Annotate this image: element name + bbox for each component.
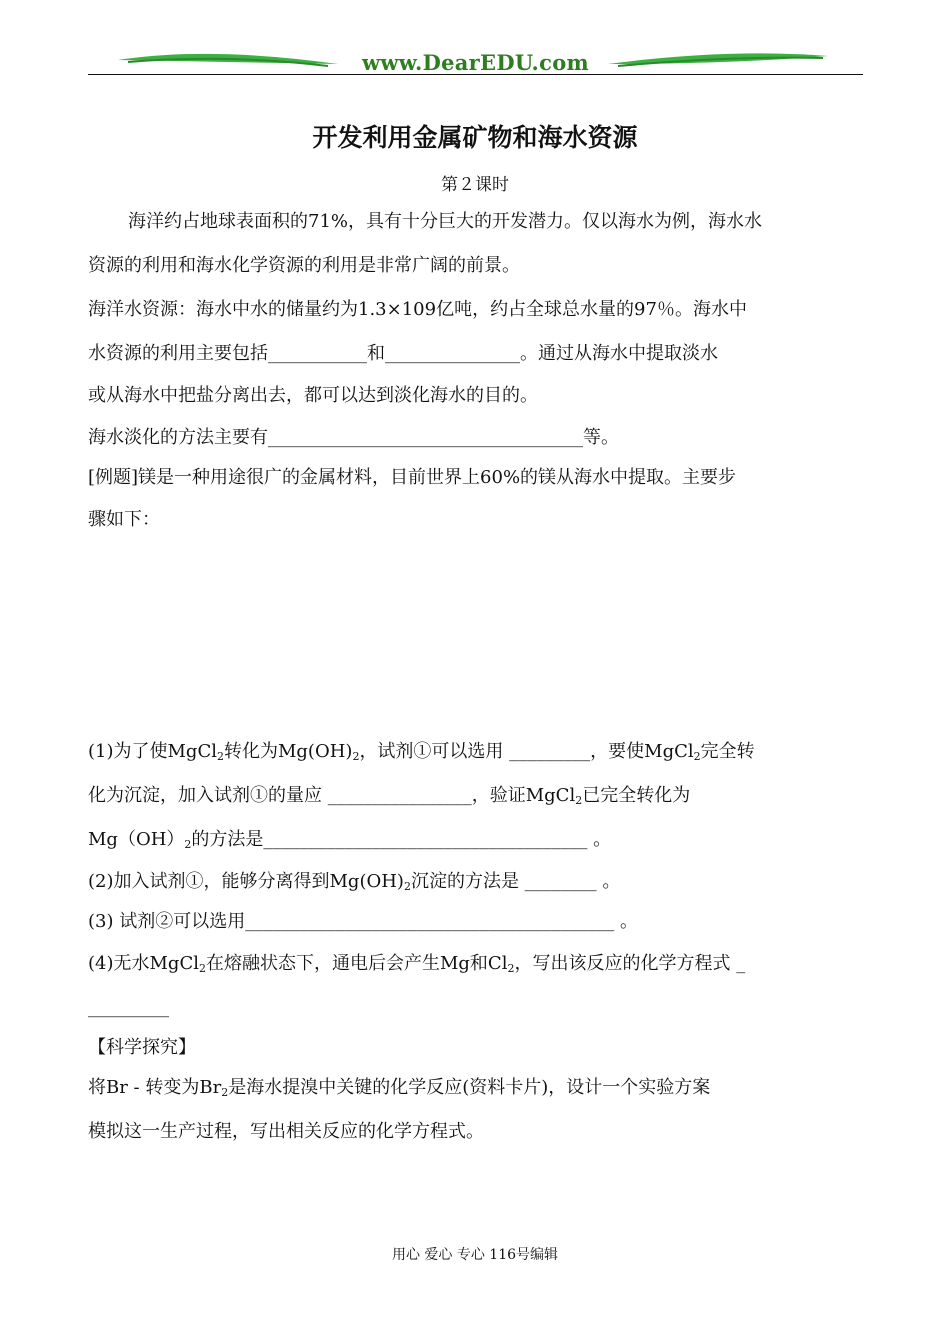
question-1-line-1: (1)为了使MgCl$_2$转化为$Mg(OH)_2$，试剂①可以选用 _________，要使MgCl$_2$完全转 xyxy=(88,741,755,763)
brand-logo-text: www.DearEDU.com xyxy=(361,50,590,75)
inquiry-line-1: 将Br - 转变为$Br_2$是海水提溴中关键的化学反应(资料卡片)，设计一个实验方案 xyxy=(88,1077,711,1099)
question-3: (3) 试剂②可以选用_________________________________________ 。 xyxy=(88,911,638,932)
intro-line-1: 海洋约占地球表面积的71%，具有十分巨大的开发潜力。仅以海水为例，海水水 xyxy=(128,211,763,232)
inquiry-line-2: 模拟这一生产过程，写出相关反应的化学方程式。 xyxy=(88,1121,484,1142)
water-line-4: 海水淡化的方法主要有___________________________________等。 xyxy=(88,427,619,448)
water-line-1: 海洋水资源：海水中水的储量约为1.3×109亿吨，约占全球总水量的97％。海水中 xyxy=(88,299,747,320)
page-title: 开发利用金属矿物和海水资源 xyxy=(312,123,638,152)
question-1-line-2: 化为沉淀，加入试剂①的量应 ________________，验证MgCl$_2$已完全转化为 xyxy=(88,785,691,807)
inquiry-heading: 【科学探究】 xyxy=(88,1037,196,1058)
question-2: (2)加入试剂①，能够分离得到$Mg(OH)_2$沉淀的方法是 ________ 。 xyxy=(88,871,621,893)
water-line-2: 水资源的利用主要包括___________和_______________。通过从海水中提取淡水 xyxy=(88,343,718,364)
question-1-line-3: $Mg(OH)_2$的方法是____________________________________ 。 xyxy=(88,829,612,851)
question-4-line-2: _________ xyxy=(88,997,169,1018)
header-divider xyxy=(88,74,863,75)
intro-line-2: 资源的利用和海水化学资源的利用是非常广阔的前景。 xyxy=(88,255,520,276)
water-line-3: 或从海水中把盐分离出去，都可以达到淡化海水的目的。 xyxy=(88,385,538,406)
example-line-1: [例题]镁是一种用途很广的金属材料，目前世界上60%的镁从海水中提取。主要步 xyxy=(88,467,737,488)
lesson-subtitle: 第２课时 xyxy=(441,175,509,195)
example-line-2: 骤如下： xyxy=(88,509,160,530)
page-footer: 用心 爱心 专心 116号编辑 xyxy=(391,1247,559,1263)
question-4-line-1: (4)无水MgCl$_2$在熔融状态下，通电后会产生Mg和$Cl_2$，写出该反应的化学方程式 _ xyxy=(88,953,746,975)
